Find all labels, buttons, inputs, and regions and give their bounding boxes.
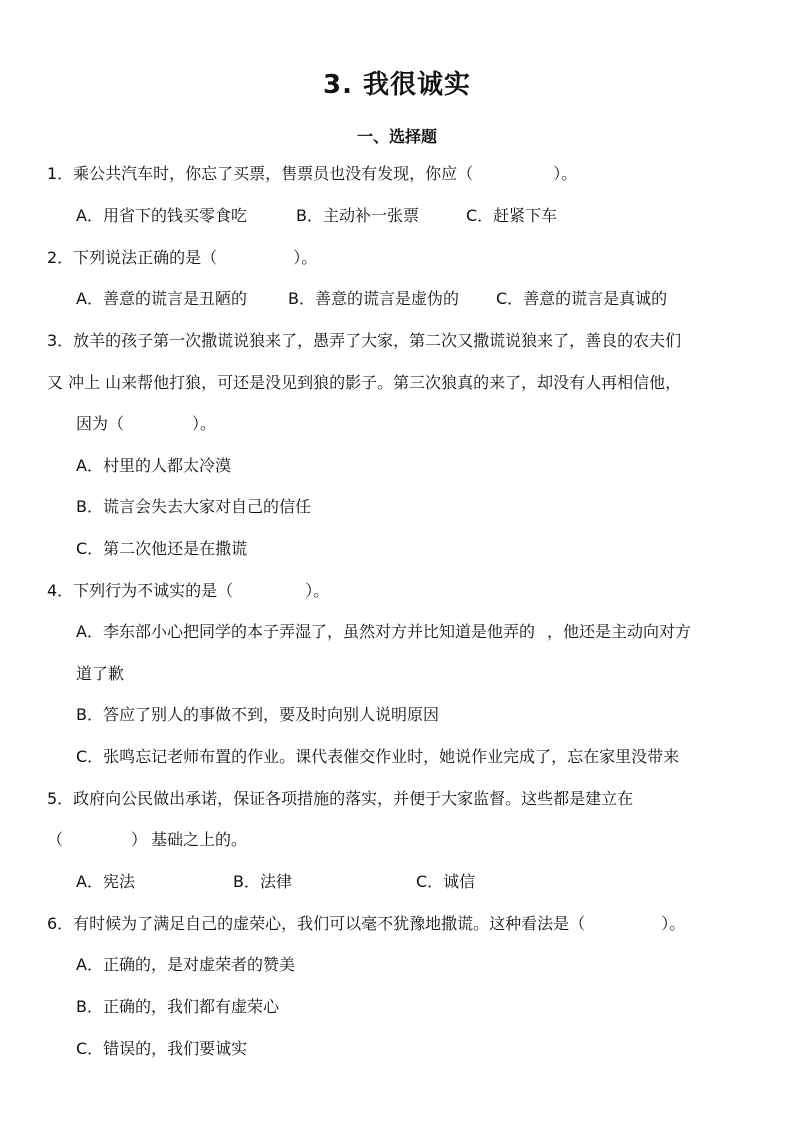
question-2-text: 2．下列说法正确的是（ [47, 248, 218, 267]
question-5-open-paren: （ [47, 830, 64, 849]
question-5-stem-line-1: 5．政府向公民做出承诺，保证各项措施的落实，并便于大家监督。这些都是建立在 [47, 789, 634, 808]
question-5-stem-line-2 [47, 829, 247, 851]
question-5-option-a: A．宪法 [76, 872, 135, 891]
question-3-stem-line-1: 3．放羊的孩子第一次撒谎说狼来了，愚弄了大家，第二次又撒谎说狼来了，善良的农夫们 [47, 331, 682, 350]
question-6-option-c: C．错误的，我们要诚实 [76, 1039, 248, 1058]
question-3-option-c: C．第二次他还是在撒谎 [76, 539, 248, 558]
question-4-option-a-part-2: ，他还是主动向对方 [546, 622, 691, 641]
page-title: 3. 我很诚实 [322, 70, 472, 100]
question-2-option-a: A．善意的谎言是丑陋的 [76, 289, 247, 308]
question-5-close-paren: ） [131, 830, 148, 849]
question-2-end: ）。 [293, 248, 318, 267]
question-3-end: ）。 [192, 414, 217, 433]
question-4-end: ）。 [305, 581, 330, 600]
question-4-option-c: C．张鸣忘记老师布置的作业。课代表催交作业时，她说作业完成了，忘在家里没带来 [76, 747, 680, 766]
question-3-stem-line-3 [76, 413, 216, 435]
section-heading: 一、选择题 [356, 127, 437, 146]
question-6-text: 6．有时候为了满足自己的虚荣心，我们可以毫不犹豫地撒谎。这种看法是（ [47, 914, 586, 933]
question-4-option-a-part-1: A．李东部小心把同学的本子弄湿了，虽然对方并比知道是他弄的 [76, 622, 535, 641]
question-4-stem [47, 580, 329, 602]
question-6-end: ）。 [661, 914, 686, 933]
question-6-stem [47, 913, 685, 935]
question-4-option-b: B．答应了别人的事做不到，要及时向别人说明原因 [76, 705, 439, 724]
question-1-option-c: C．赶紧下车 [466, 206, 558, 225]
question-6-option-b: B．正确的，我们都有虚荣心 [76, 997, 279, 1016]
question-2-option-c: C．善意的谎言是真诚的 [496, 289, 668, 308]
question-4-option-a-continued: 道了歉 [76, 664, 125, 683]
question-3-stem-line-2: 又 冲上 山来帮他打狼，可还是没见到狼的影子。第三次狼真的来了，却没有人再相信他， [47, 373, 682, 392]
question-1-option-a: A．用省下的钱买零食吃 [76, 206, 247, 225]
question-4-option-a [76, 621, 691, 643]
question-5-option-b: B．法律 [233, 872, 292, 891]
question-5-option-c: C．诚信 [416, 872, 476, 891]
question-2-option-b: B．善意的谎言是虚伪的 [288, 289, 459, 308]
question-3-option-b: B．谎言会失去大家对自己的信任 [76, 497, 311, 516]
question-6-option-a: A．正确的，是对虚荣者的赞美 [76, 955, 295, 974]
question-2-stem [47, 247, 317, 269]
question-5-text-end: 基础之上的。 [151, 830, 248, 849]
question-1-option-b: B．主动补一张票 [296, 206, 419, 225]
question-1-end: ）。 [553, 164, 578, 183]
question-1-stem [47, 163, 577, 185]
question-4-text: 4．下列行为不诚实的是（ [47, 581, 234, 600]
question-3-text: 因为（ [76, 414, 125, 433]
question-3-option-a: A．村里的人都太冷漠 [76, 456, 231, 475]
question-1-text: 1．乘公共汽车时，你忘了买票，售票员也没有发现，你应（ [47, 164, 474, 183]
